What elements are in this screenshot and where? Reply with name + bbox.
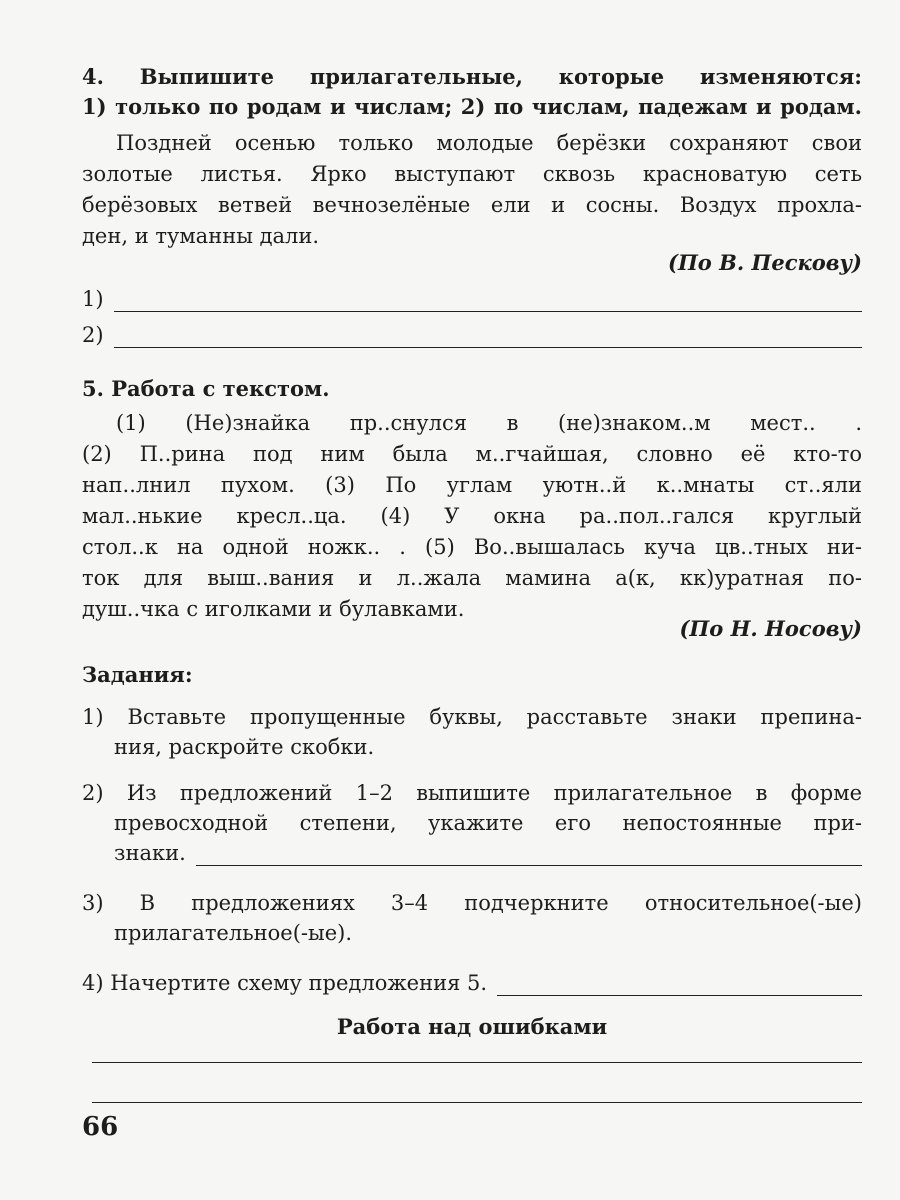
task-2-line: превосходной степени, укажите его непостоянные при- [114,811,862,835]
answer-1-label: 1) [82,287,104,311]
task5-text-line: стол..к на одной ножк.. . (5) Во..вышалась куча цв..тных ни- [82,535,862,559]
errors-answer-line[interactable] [92,1062,862,1063]
task-2-answer[interactable] [114,840,862,866]
task-1-line: 1) Вставьте пропущенные буквы, расставьте знаки препина- [82,705,862,729]
task-1-line: ния, раскройте скобки. [114,735,375,759]
task4-text-line: Поздней осенью только молодые берёзки сохраняют свои [116,131,862,155]
errors-heading: Работа над ошибками [336,1014,608,1039]
errors-answer-line[interactable] [92,1102,862,1103]
answer-2-label: 2) [82,323,104,347]
task-2-answer-line[interactable] [196,847,862,866]
task5-title: 5. Работа с текстом. [82,376,330,401]
task5-text-line: (1) (Не)знайка пр..снулся в (не)знаком..м мест.. . [116,411,862,435]
task-4-line: 4) Начертите схему предложения 5. [82,971,488,995]
task4-author: (По В. Пескову) [668,250,862,275]
task4-text-line: ден, и туманны дали. [82,224,320,248]
task5-text-line: ток для выш..вания и л..жала мамина а(к, кк)уратная по- [82,566,862,590]
task-4-answer-line[interactable] [497,977,862,996]
task-4-answer[interactable] [82,970,862,996]
task-3-line: 3) В предложениях 3–4 подчеркните относительное(-ые) [82,891,862,915]
answer-1-line[interactable] [114,293,862,312]
task4-title-line2: 1) только по родам и числам; 2) по числам, падежам и родам. [82,94,862,119]
tasks-heading: Задания: [82,662,193,687]
task4-answer-2[interactable] [82,322,862,348]
task5-author: (По Н. Носову) [679,616,862,641]
task-2-line: знаки. [114,841,186,865]
task5-text-line: мал..нькие кресл..ца. (4) У окна ра..пол..гался круглый [82,504,862,528]
task4-text-line: берёзовых ветвей вечнозелёные ели и сосны. Воздух прохла- [82,193,862,217]
task4-text-line: золотые листья. Ярко выступают сквозь красноватую сеть [82,162,862,186]
page-number: 66 [82,1112,119,1142]
answer-2-line[interactable] [114,329,862,348]
task-3-line: прилагательное(-ые). [114,921,353,945]
task5-text-line: нап..лнил пухом. (3) По углам уютн..й к..мнаты ст..яли [82,473,862,497]
task4-title-line1: 4. Выпишите прилагательные, которые изменяются: [82,64,862,89]
task4-answer-1[interactable] [82,286,862,312]
task5-text-line: душ..чка с иголками и булавками. [82,597,465,621]
task-2-line: 2) Из предложений 1–2 выпишите прилагательное в форме [82,781,862,805]
task5-text-line: (2) П..рина под ним была м..гчайшая, словно её кто-то [82,442,862,466]
